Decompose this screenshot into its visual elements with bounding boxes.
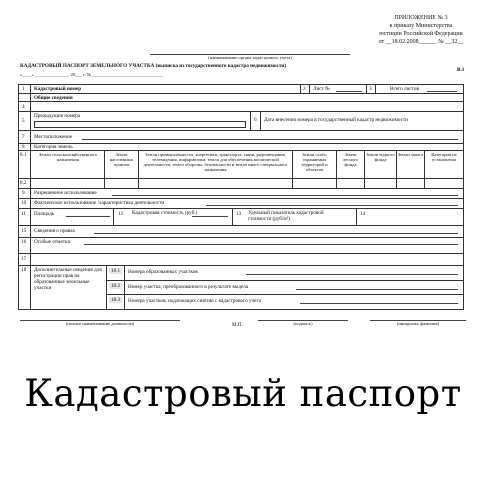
previous-numbers-field[interactable] — [34, 121, 246, 128]
previous-numbers-label: Предыдущие номера — [34, 113, 81, 119]
row182-num: 18.2 — [110, 283, 121, 289]
sheet-number-field[interactable] — [336, 91, 362, 92]
appendix-line-4: от __18.02.2008______ № __32__ — [378, 39, 464, 45]
area-field[interactable] — [66, 216, 110, 217]
initials-caption: (инициалы, фамилия) — [396, 321, 440, 326]
form-code: В.1 — [457, 67, 465, 73]
rights-info-field[interactable] — [94, 233, 458, 234]
row10-num: 10 — [21, 200, 27, 206]
col-divider — [375, 84, 376, 93]
total-sheets-index: 3 — [369, 86, 372, 92]
appendix-line-2: к приказу Министерства — [389, 23, 453, 29]
row82-num: 8.2 — [20, 180, 27, 186]
row-divider — [18, 150, 464, 151]
category-not-set: Категория не установлена — [431, 152, 457, 162]
row15-num: 15 — [21, 228, 27, 234]
col-divider — [232, 208, 233, 225]
row-divider — [106, 294, 464, 295]
rights-info-label: Сведения о правах — [34, 228, 76, 234]
additional-info-label: Дополнительные сведения для регистрации прав на образованные земельные участки — [34, 267, 102, 291]
row-divider — [106, 280, 464, 281]
special-notes-field[interactable] — [84, 244, 458, 245]
col-divider — [106, 265, 107, 310]
appendix-line-1: ПРИЛОЖЕНИЕ № 3 — [394, 15, 448, 21]
row-divider — [18, 93, 464, 94]
removed-plots-field[interactable] — [300, 303, 458, 304]
row4-num: 4 — [22, 104, 25, 110]
actual-use-label: Фактическое использование /характеристика деятельности — [34, 200, 165, 206]
col-divider — [260, 111, 261, 130]
permitted-use-field[interactable] — [112, 195, 458, 196]
transformed-plot-label: Номер участка, преобразованного в результате выдела — [128, 284, 249, 290]
date-line: «____» _______________ 20___ г. №_______________________________ — [20, 72, 163, 77]
form-title: КАДАСТРОВЫЙ ПАСПОРТ ЗЕМЕЛЬНОГО УЧАСТКА (выписка из государственного кадастра недвижимости) — [20, 63, 287, 69]
category-agricultural: Земли сельскохозяйственного назначения — [38, 152, 98, 162]
number-date-label: Дата внесения номера в государственный кадастр недвижимости — [264, 117, 408, 123]
row-divider — [18, 188, 464, 189]
row-divider — [18, 225, 464, 226]
row11-num: 11 — [21, 211, 26, 217]
position-caption: (полное наименование должности) — [65, 321, 135, 326]
location-label: Местоположение — [34, 134, 73, 140]
row6-num: 6 — [254, 117, 257, 123]
row14-num: 14 — [360, 211, 366, 217]
general-info-heading: Общие сведения — [34, 95, 73, 101]
actual-use-field[interactable] — [206, 205, 458, 206]
category-settlements: Земли населенных пунктов — [109, 152, 134, 167]
col-divider — [30, 188, 31, 310]
total-sheets-label: Всего листов — [390, 86, 419, 92]
location-field[interactable] — [82, 139, 458, 140]
col-divider — [309, 84, 310, 93]
col-divider — [30, 93, 31, 190]
col-divider — [138, 150, 139, 188]
authority-caption: (наименование органа кадастрового учета) — [208, 55, 292, 60]
cadastral-number-label: Кадастровый номер — [34, 86, 82, 92]
row-divider — [18, 253, 464, 254]
formed-plots-label: Номера образованных участков — [128, 269, 198, 275]
sheet-num-index: 2 — [303, 86, 306, 92]
row1-num: 1 — [22, 86, 25, 92]
col-divider — [250, 111, 251, 130]
row81-num: 8.1 — [20, 152, 27, 158]
row18-num: 18 — [21, 267, 27, 273]
sheet-number-label: Лист № — [313, 86, 331, 92]
row-divider — [18, 143, 464, 144]
row-divider — [18, 208, 464, 209]
formed-plots-field[interactable] — [246, 274, 458, 275]
row12-num: 12 — [118, 211, 124, 217]
permitted-use-label: Разрешенное использование — [34, 190, 97, 196]
row-divider — [18, 178, 464, 179]
category-water: Земли водного фонда — [366, 152, 395, 162]
category-industry: Земли промышленности, энергетики, транспорта, связи, радиовещания, телевидения, информатики, земли для обеспечения космической деятельности, земли обороны, безопасности и земли иного специального назначения — [143, 152, 288, 172]
unit-value-label: Удельный показатель кадастровой стоимости (руб/м²) — [248, 210, 324, 222]
row5-num: 5 — [22, 118, 25, 124]
appendix-line-3: юстиции Российской Федерации — [379, 31, 463, 37]
col-divider — [113, 208, 114, 225]
row181-num: 18.1 — [110, 268, 121, 274]
row16-num: 16 — [21, 239, 27, 245]
row8-num: 8 — [22, 144, 25, 150]
category-forest: Земли лесного фонда — [342, 152, 359, 167]
special-notes-label: Особые отметки — [34, 239, 71, 245]
land-category-label: Категория земель — [34, 144, 73, 150]
image-caption: Кадастровый паспорт — [24, 372, 462, 415]
col-divider — [124, 265, 125, 310]
row-divider — [18, 111, 464, 112]
row17-num: 17 — [21, 256, 27, 262]
row-divider — [18, 265, 464, 266]
area-label: Площадь — [34, 211, 55, 217]
category-reserve: Земли запаса — [397, 152, 424, 157]
col-divider — [356, 208, 357, 225]
category-protected: Земли особо охраняемых территорий и объектов — [301, 152, 328, 172]
cadastral-value-label: Кадастровая стоимость (руб.) — [132, 210, 198, 216]
stamp-label: М.П. — [232, 322, 243, 328]
col-divider — [366, 84, 367, 93]
row183-num: 18.3 — [110, 297, 121, 303]
row-divider — [18, 198, 464, 199]
cadastral-value-field[interactable] — [192, 216, 228, 217]
col-divider — [300, 84, 301, 93]
col-divider — [30, 84, 31, 93]
row13-num: 13 — [236, 211, 242, 217]
row-divider — [18, 101, 464, 102]
row-divider — [18, 130, 464, 131]
transformed-plot-field[interactable] — [296, 289, 458, 290]
total-sheets-field[interactable] — [427, 91, 457, 92]
removed-plots-label: Номера участков, подлежащих снятию с кадастрового учета — [128, 298, 262, 304]
row7-num: 7 — [22, 134, 25, 140]
signature-caption: (подпись) — [293, 321, 313, 326]
row9-num: 9 — [22, 190, 25, 196]
row-divider — [18, 237, 464, 238]
